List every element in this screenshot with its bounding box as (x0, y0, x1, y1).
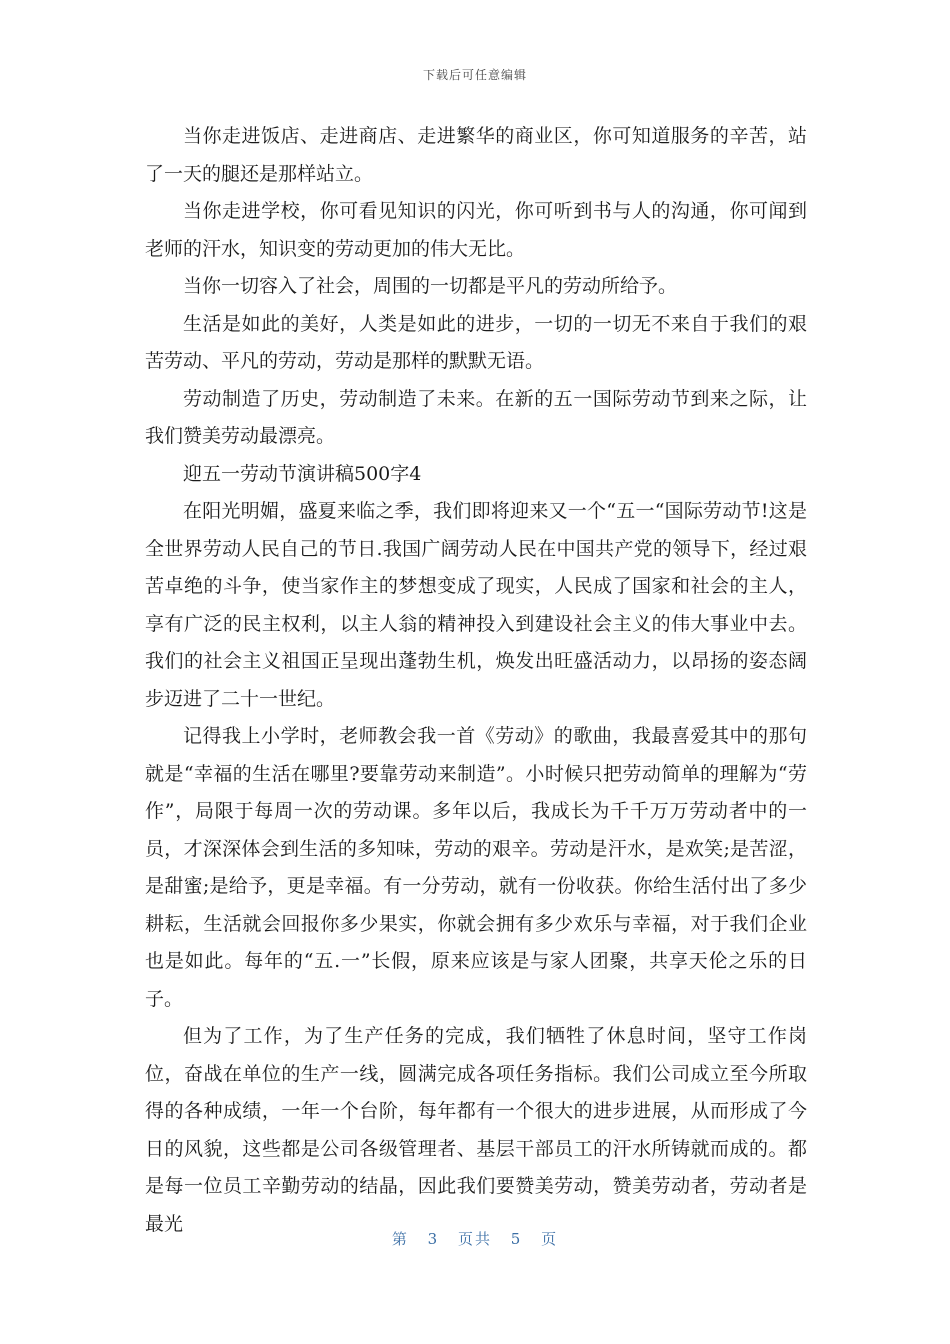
paragraph: 当你一切容入了社会，周围的一切都是平凡的劳动所给予。 (183, 275, 678, 297)
paragraph: 生活是如此的美好，人类是如此的进步，一切的一切无不来自于我们的艰苦劳动、平凡的劳动，劳动是那样的默默无语。 (145, 312, 807, 372)
paragraph: 但为了工作，为了生产任务的完成，我们牺牲了休息时间，坚守工作岗位，奋战在单位的生产一线，圆满完成各项任务指标。我们公司成立至今所取得的各种成绩，一年一个台阶，每年都有一个很大的进步进展，从而形成了今日的风貌，这些都是公司各级管理者、基层干部员工的汗水所铸就而成的。都是每一位员工辛勤劳动的结晶，因此我们要赞美劳动，赞美劳动者，劳动者是最光 (145, 1025, 807, 1235)
paragraph: 当你走进学校，你可看见知识的闪光，你可听到书与人的沟通，你可闻到老师的汗水，知识变的劳动更加的伟大无比。 (145, 200, 807, 260)
page-header: 下载后可任意编辑 (422, 68, 527, 82)
section-heading: 迎五一劳动节演讲稿500字4 (183, 462, 422, 485)
paragraph: 记得我上小学时，老师教会我一首《劳动》的歌曲，我最喜爱其中的那句就是“幸福的生活在哪里?要靠劳动来制造”。小时候只把劳动简单的理解为“劳作”，局限于每周一次的劳动课。多年以后，我成长为千千万万劳动者中的一员，才深深体会到生活的多知味，劳动的艰辛。劳动是汗水，是欢笑;是苦涩，是甜蜜;是给予，更是幸福。有一分劳动，就有一份收获。你给生活付出了多少耕耘，生活就会回报你多少果实，你就会拥有多少欢乐与幸福，对于我们企业也是如此。每年的“五.一”长假，原来应该是与家人团聚，共享天伦之乐的日子。 (145, 725, 807, 1010)
paragraph: 劳动制造了历史，劳动制造了未来。在新的五一国际劳动节到来之际，让我们赞美劳动最漂亮。 (145, 387, 807, 447)
paragraph: 在阳光明媚，盛夏来临之季，我们即将迎来又一个“五一“国际劳动节!这是全世界劳动人民自己的节日.我国广阔劳动人民在中国共产党的领导下，经过艰苦卓绝的斗争，使当家作主的梦想变成了现实，人民成了国家和社会的主人，享有广泛的民主权利，以主人翁的精神投入到建设社会主义的伟大事业中去。我们的社会主义祖国正呈现出蓬勃生机，焕发出旺盛活动力，以昂扬的姿态阔步迈进了二十一世纪。 (145, 500, 807, 710)
page-footer: 第 3 页共 5 页 (391, 1230, 559, 1248)
paragraph: 当你走进饭店、走进商店、走进繁华的商业区，你可知道服务的辛苦，站了一天的腿还是那样站立。 (145, 125, 807, 185)
document-body (145, 118, 807, 1243)
